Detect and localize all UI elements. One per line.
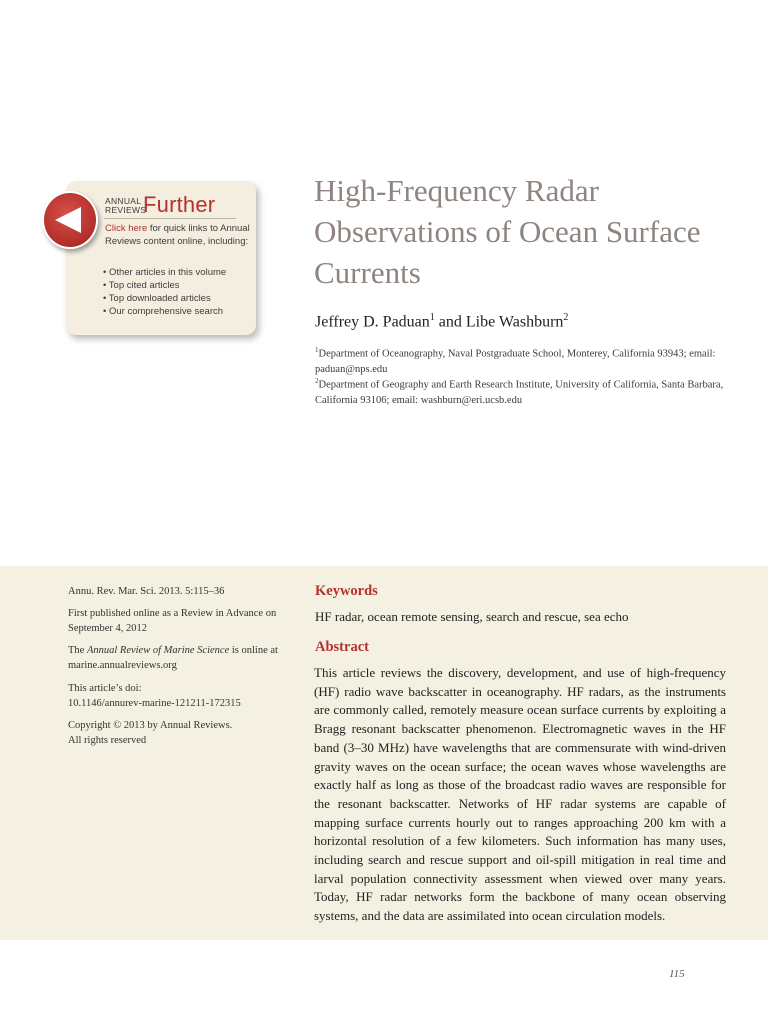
further-intro-text: for quick links to Annual Reviews content online, including: xyxy=(105,223,250,247)
further-link-comprehensive-search[interactable]: • Our comprehensive search xyxy=(103,306,224,317)
affiliation-text: Department of Geography and Earth Research Institute, University of California, Santa Barbara, California 93106; email: washburn@eri.ucsb.edu xyxy=(315,379,724,406)
abstract-text: This article reviews the discovery, development, and use of high-frequency (HF) radio wave backscatter in oceanography. HF radars, as the instruments are commonly called, remotely measure ocean surface currents by exploiting a Bragg resonant backscatter phenomenon. Electromagnetic waves in the HF band (3–30 MHz) have wavelengths that are commensurate with wind-driven gravity waves on the ocean surface; the ocean waves whose wavelengths are exactly half as long as those of the broadcast radio waves are responsible for the resonant backscatter. Networks of HF radar systems are capable of mapping surface currents hourly out to ranges approaching 200 km with a horizontal resolution of a few kilometers. Such information has many uses, including search and rescue support and oil-spill mitigation in real time and larval population connectivity assessment when viewed over many years. Today, HF radar networks form the backbone of many ocean observing systems, and the data are assimilated into ocean circulation models. xyxy=(314,665,726,924)
click-here-link[interactable]: Click here xyxy=(105,223,148,234)
brand-line-annual: ANNUAL xyxy=(105,196,142,206)
doi-label: This article’s doi: xyxy=(68,683,142,694)
further-intro xyxy=(105,222,255,248)
further-link-other-articles[interactable]: • Other articles in this volume xyxy=(103,267,227,278)
article-title: High-Frequency Radar Observations of Ocean Surface Currents xyxy=(314,173,701,290)
further-links-list xyxy=(103,266,253,318)
brand-further: Further xyxy=(143,192,216,217)
online-notice xyxy=(68,643,288,673)
affiliation-1 xyxy=(315,343,725,377)
author-affiliation-mark: 2 xyxy=(563,312,569,323)
page-number: 115 xyxy=(669,968,685,980)
doi-link[interactable]: 10.1146/annurev-marine-121211-172315 xyxy=(68,698,241,709)
keywords-heading: Keywords xyxy=(315,583,378,599)
online-suffix: is online at marine.annualreviews.org xyxy=(68,645,278,671)
rights: All rights reserved xyxy=(68,735,147,746)
annual-reviews-wordmark xyxy=(105,197,146,215)
journal-name: Annual Review of Marine Science xyxy=(86,645,230,656)
author-affiliation-mark: 1 xyxy=(429,312,435,323)
author-name: and Libe Washburn xyxy=(434,313,564,331)
author-line xyxy=(315,312,568,331)
author-name: Jeffrey D. Paduan xyxy=(315,313,430,331)
brand-line-reviews: REVIEWS xyxy=(105,205,147,215)
affiliation-text: Department of Oceanography, Naval Postgraduate School, Monterey, California 93943; email: paduan@nps.edu xyxy=(315,348,716,375)
affiliation-mark: 2 xyxy=(315,377,319,385)
further-button[interactable] xyxy=(42,191,98,249)
triangle-left-icon xyxy=(53,205,87,235)
further-divider xyxy=(104,218,236,219)
doi-block xyxy=(68,681,288,711)
affiliation-mark: 1 xyxy=(315,346,319,354)
keywords-text: HF radar, ocean remote sensing, search and rescue, sea echo xyxy=(315,609,629,624)
copyright: Copyright © 2013 by Annual Reviews. xyxy=(68,720,233,731)
affiliation-2 xyxy=(315,374,725,408)
copyright-block xyxy=(68,718,288,748)
further-link-top-downloaded[interactable]: • Top downloaded articles xyxy=(103,293,211,304)
citation: Annu. Rev. Mar. Sci. 2013. 5:115–36 xyxy=(68,586,225,597)
further-link-top-cited[interactable]: • Top cited articles xyxy=(103,280,180,291)
abstract-heading: Abstract xyxy=(315,639,369,655)
first-published: First published online as a Review in Advance on September 4, 2012 xyxy=(68,608,277,634)
online-prefix: The xyxy=(68,645,87,656)
